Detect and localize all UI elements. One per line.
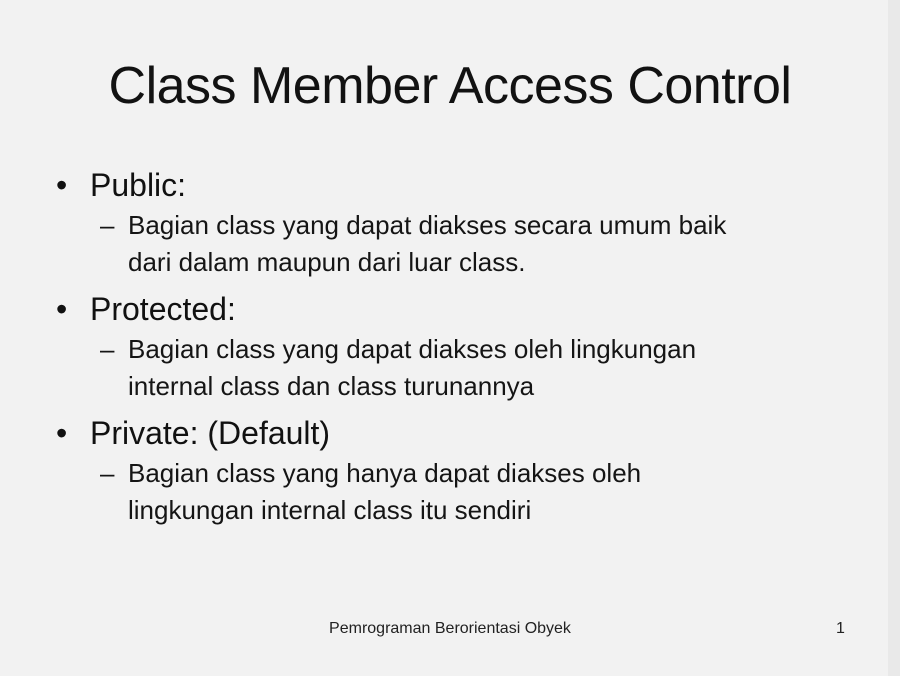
slide-title: Class Member Access Control: [108, 57, 792, 115]
bullet-marker: •: [56, 415, 68, 451]
dash-marker: –: [100, 334, 115, 364]
footer-text: Pemrograman Berorientasi Obyek: [329, 620, 571, 637]
bullet-list: [52, 163, 842, 529]
bullet-marker: •: [56, 167, 68, 203]
sub-item-line: Bagian class yang hanya dapat diakses oleh: [128, 458, 642, 488]
bullet-item-public: [52, 163, 842, 207]
sub-item-line: Bagian class yang dapat diakses secara umum baik: [128, 210, 727, 240]
bullet-marker: •: [56, 291, 68, 327]
sub-item-line: dari dalam maupun dari luar class.: [128, 247, 526, 277]
bullet-label: Private: (Default): [90, 415, 331, 451]
sub-item-line: lingkungan internal class itu sendiri: [128, 495, 532, 525]
bullet-item-protected: [52, 287, 842, 331]
bullet-item-private: [52, 411, 842, 455]
sub-item-public: [52, 207, 842, 281]
dash-marker: –: [100, 210, 115, 240]
sub-item-line: Bagian class yang dapat diakses oleh lingkungan: [128, 334, 697, 364]
sub-item-private: [52, 455, 842, 529]
sub-item-protected: [52, 331, 842, 405]
page-number: 1: [836, 620, 845, 637]
sub-item-line: internal class dan class turunannya: [128, 371, 535, 401]
slide-footer: [0, 620, 900, 644]
bullet-label: Protected:: [90, 291, 236, 327]
bullet-label: Public:: [90, 167, 187, 203]
dash-marker: –: [100, 458, 115, 488]
